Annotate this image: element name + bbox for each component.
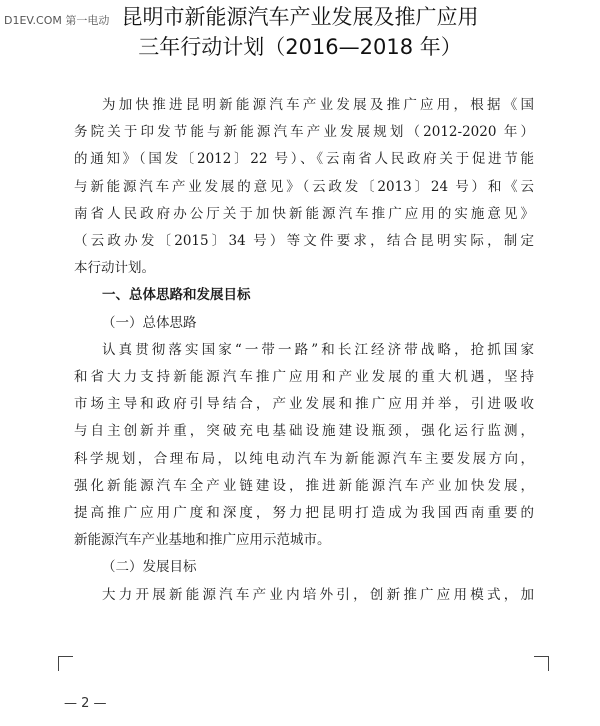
paragraph-line: 与自主创新并重，突破充电基础设施建设瓶颈，强化运行监测， <box>74 423 534 439</box>
paragraph-line: 提高推广应用广度和深度，努力把昆明打造成为我国西南重要的 <box>74 505 534 521</box>
crop-mark-left <box>58 656 73 671</box>
paragraph-line: 为加快推进昆明新能源汽车产业发展及推广应用，根据《国 <box>102 97 534 113</box>
paragraph-line: 科学规划，合理布局，以纯电动汽车为新能源汽车主要发展方向， <box>74 451 534 467</box>
page-number: — 2 — <box>64 696 107 711</box>
subsection-heading: （一）总体思路 <box>102 315 197 331</box>
paragraph-line: 大力开展新能源汽车产业内培外引，创新推广应用模式，加 <box>102 587 534 603</box>
document-title-line-1: 昆明市新能源汽车产业发展及推广应用 <box>121 5 479 29</box>
paragraph-line: 和省大力支持新能源汽车推广应用和产业发展的重大机遇，坚持 <box>74 369 534 385</box>
paragraph-line: 务院关于印发节能与新能源汽车产业发展规划（2012-2020 年） <box>74 124 534 140</box>
subsection-heading: （二）发展目标 <box>102 559 197 575</box>
paragraph-line: 本行动计划。 <box>74 260 155 276</box>
paragraph-line: 认真贯彻落实国家“一带一路”和长江经济带战略，抢抓国家 <box>102 342 534 358</box>
paragraph-line: 市场主导和政府引导结合，产业发展和推广应用并举，引进吸收 <box>74 396 534 412</box>
section-heading: 一、总体思路和发展目标 <box>102 287 251 303</box>
crop-mark-right <box>534 656 549 671</box>
paragraph-line: 新能源汽车产业基地和推广应用示范城市。 <box>74 532 331 548</box>
document-title-line-2: 三年行动计划（2016—2018 年） <box>138 35 462 59</box>
paragraph-line: 的通知》（国发〔2012〕22 号）、《云南省人民政府关于促进节能 <box>74 151 534 167</box>
paragraph-line: 强化新能源汽车全产业链建设，推进新能源汽车产业加快发展， <box>74 478 534 494</box>
paragraph-line: （云政办发〔2015〕34 号）等文件要求，结合昆明实际，制定 <box>74 233 534 249</box>
paragraph-line: 与新能源汽车产业发展的意见》（云政发〔2013〕24 号）和《云 <box>74 179 534 195</box>
watermark: D1EV.COM 第一电动 <box>4 14 110 27</box>
paragraph-line: 南省人民政府办公厅关于加快新能源汽车推广应用的实施意见》 <box>74 206 534 222</box>
